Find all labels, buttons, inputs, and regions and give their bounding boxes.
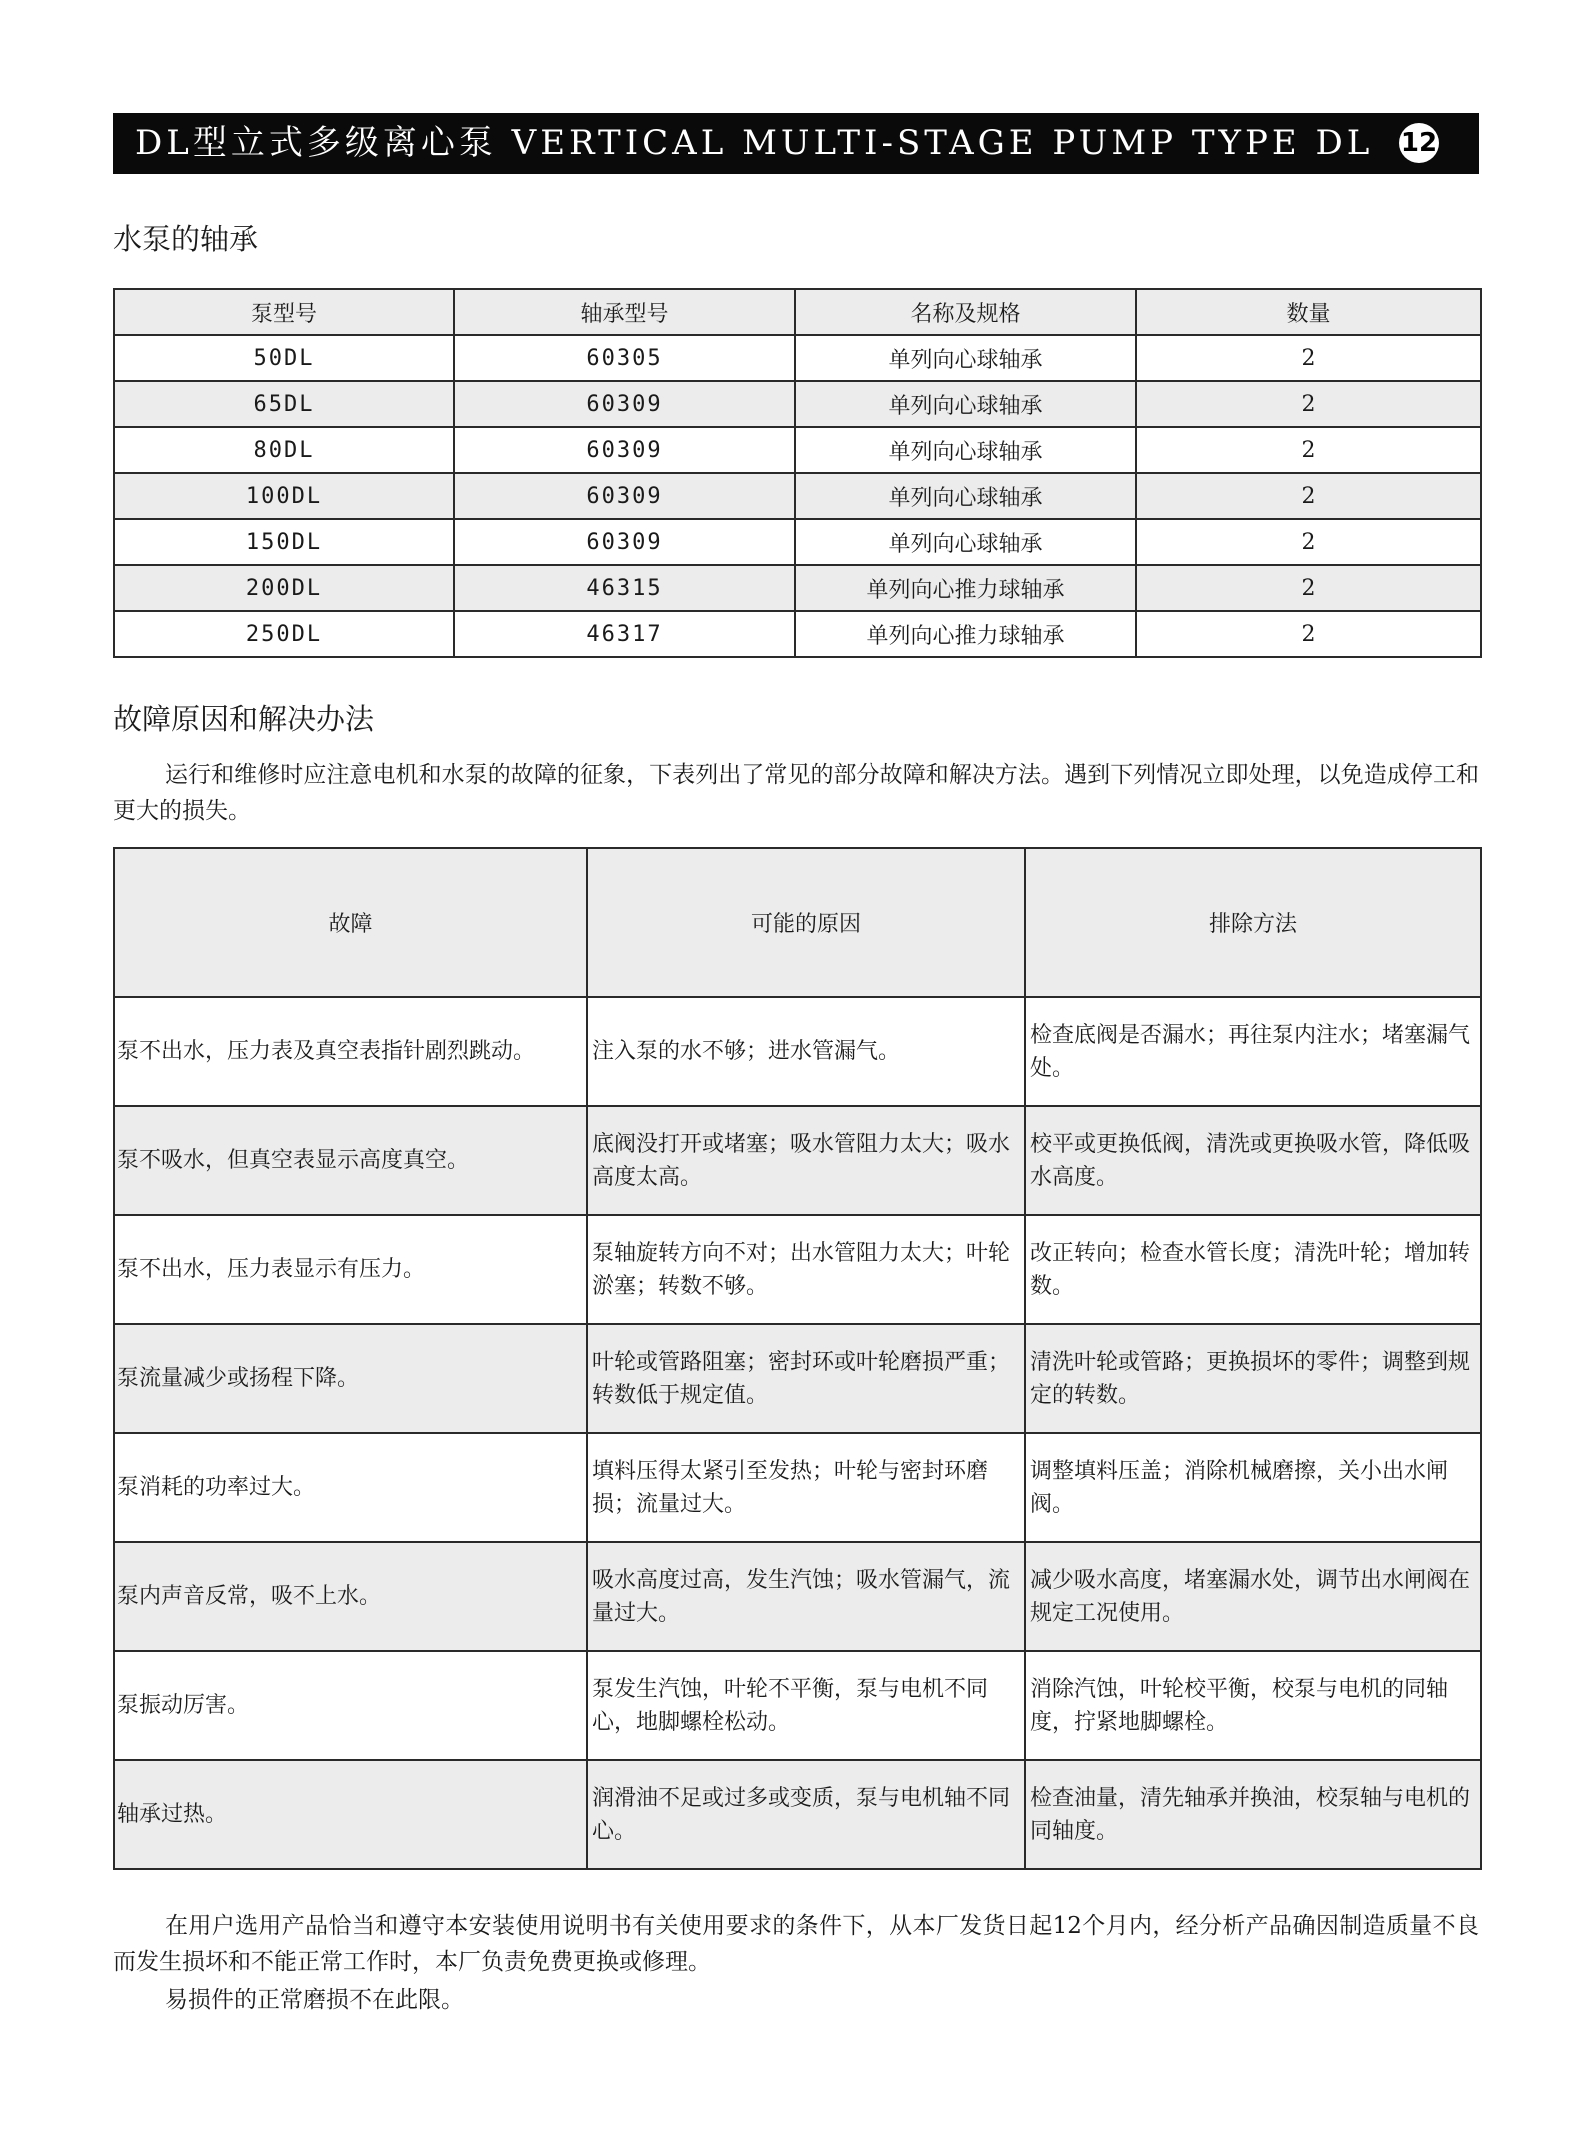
column-header: 可能的原因 [587,848,1025,997]
bearing-model-cell: 46315 [454,565,795,611]
cause-cell: 吸水高度过高，发生汽蚀；吸水管漏气，流量过大。 [587,1542,1025,1651]
table-row [114,1651,1481,1760]
remedy-cell: 减少吸水高度，堵塞漏水处，调节出水闸阀在规定工况使用。 [1025,1542,1481,1651]
quantity-cell: 2 [1136,565,1481,611]
bearing-spec-cell: 单列向心推力球轴承 [795,611,1136,657]
faults-header-row [114,848,1481,997]
table-row [114,1215,1481,1324]
table-row [114,1760,1481,1869]
table-row [114,611,1481,657]
remedy-cell: 校平或更换低阀，清洗或更换吸水管，降低吸水高度。 [1025,1106,1481,1215]
page-number-badge: 12 [1399,123,1439,163]
column-header: 泵型号 [114,289,454,335]
remedy-cell: 检查油量，清先轴承并换油，校泵轴与电机的同轴度。 [1025,1760,1481,1869]
table-row [114,473,1481,519]
quantity-cell: 2 [1136,427,1481,473]
fault-cell: 泵内声音反常，吸不上水。 [114,1542,587,1651]
column-header: 排除方法 [1025,848,1481,997]
column-header: 故障 [114,848,587,997]
table-row [114,1106,1481,1215]
table-row [114,1324,1481,1433]
fault-cell: 泵振动厉害。 [114,1651,587,1760]
cause-cell: 底阀没打开或堵塞；吸水管阻力太大；吸水高度太高。 [587,1106,1025,1215]
faults-heading: 故障原因和解决办法 [113,702,375,736]
remedy-cell: 改正转向；检查水管长度；清洗叶轮；增加转数。 [1025,1215,1481,1324]
quantity-cell: 2 [1136,519,1481,565]
fault-cell: 泵不出水，压力表显示有压力。 [114,1215,587,1324]
bearing-spec-cell: 单列向心球轴承 [795,427,1136,473]
table-row [114,565,1481,611]
table-row [114,1542,1481,1651]
cause-cell: 泵发生汽蚀，叶轮不平衡，泵与电机不同心，地脚螺栓松动。 [587,1651,1025,1760]
bearing-model-cell: 60305 [454,335,795,381]
table-row [114,1433,1481,1542]
bearing-model-cell: 46317 [454,611,795,657]
bearing-model-cell: 60309 [454,473,795,519]
remedy-cell: 调整填料压盖；消除机械磨擦，关小出水闸阀。 [1025,1433,1481,1542]
bearing-model-cell: 60309 [454,427,795,473]
quantity-cell: 2 [1136,381,1481,427]
pump-model-cell: 250DL [114,611,454,657]
fault-cell: 泵消耗的功率过大。 [114,1433,587,1542]
quantity-cell: 2 [1136,335,1481,381]
column-header: 名称及规格 [795,289,1136,335]
remedy-cell: 消除汽蚀，叶轮校平衡，校泵与电机的同轴度，拧紧地脚螺栓。 [1025,1651,1481,1760]
pump-model-cell: 200DL [114,565,454,611]
cause-cell: 叶轮或管路阻塞；密封环或叶轮磨损严重；转数低于规定值。 [587,1324,1025,1433]
table-row [114,335,1481,381]
bearing-model-cell: 60309 [454,381,795,427]
bearing-spec-cell: 单列向心球轴承 [795,519,1136,565]
bearing-spec-cell: 单列向心球轴承 [795,473,1136,519]
pump-model-cell: 100DL [114,473,454,519]
quantity-cell: 2 [1136,473,1481,519]
pump-model-cell: 50DL [114,335,454,381]
fault-cell: 泵不出水，压力表及真空表指针剧烈跳动。 [114,997,587,1106]
fault-cell: 轴承过热。 [114,1760,587,1869]
bearing-model-cell: 60309 [454,519,795,565]
bearing-spec-cell: 单列向心推力球轴承 [795,565,1136,611]
remedy-cell: 检查底阀是否漏水；再往泵内注水；堵塞漏气处。 [1025,997,1481,1106]
cause-cell: 润滑油不足或过多或变质，泵与电机轴不同心。 [587,1760,1025,1869]
faults-intro: 运行和维修时应注意电机和水泵的故障的征象，下表列出了常见的部分故障和解决方法。遇到下列情况立即处理，以免造成停工和更大的损失。 [113,762,1479,824]
column-header: 数量 [1136,289,1481,335]
table-row [114,427,1481,473]
warranty-exclusion: 易损件的正常磨损不在此限。 [165,1987,464,2013]
table-row [114,519,1481,565]
page-header [113,113,1479,174]
fault-cell: 泵不吸水，但真空表显示高度真空。 [114,1106,587,1215]
cause-cell: 泵轴旋转方向不对；出水管阻力太大；叶轮淤塞；转数不够。 [587,1215,1025,1324]
bearing-spec-cell: 单列向心球轴承 [795,335,1136,381]
quantity-cell: 2 [1136,611,1481,657]
pump-model-cell: 80DL [114,427,454,473]
table-row [114,381,1481,427]
pump-model-cell: 65DL [114,381,454,427]
fault-cell: 泵流量减少或扬程下降。 [114,1324,587,1433]
cause-cell: 填料压得太紧引至发热；叶轮与密封环磨损；流量过大。 [587,1433,1025,1542]
table-row [114,997,1481,1106]
bearings-header-row [114,289,1481,335]
bearing-spec-cell: 单列向心球轴承 [795,381,1136,427]
faults-table [113,847,1482,1870]
bearings-heading: 水泵的轴承 [113,222,259,256]
remedy-cell: 清洗叶轮或管路；更换损坏的零件；调整到规定的转数。 [1025,1324,1481,1433]
warranty-paragraph: 在用户选用产品恰当和遵守本安装使用说明书有关使用要求的条件下，从本厂发货日起12个月内，经分析产品确因制造质量不良而发生损坏和不能正常工作时，本厂负责免费更换或修理。 [113,1913,1479,1975]
header-title: DL型立式多级离心泵 VERTICAL MULTI-STAGE PUMP TYPE DL [135,123,1374,163]
column-header: 轴承型号 [454,289,795,335]
cause-cell: 注入泵的水不够；进水管漏气。 [587,997,1025,1106]
bearings-table [113,288,1482,658]
pump-model-cell: 150DL [114,519,454,565]
